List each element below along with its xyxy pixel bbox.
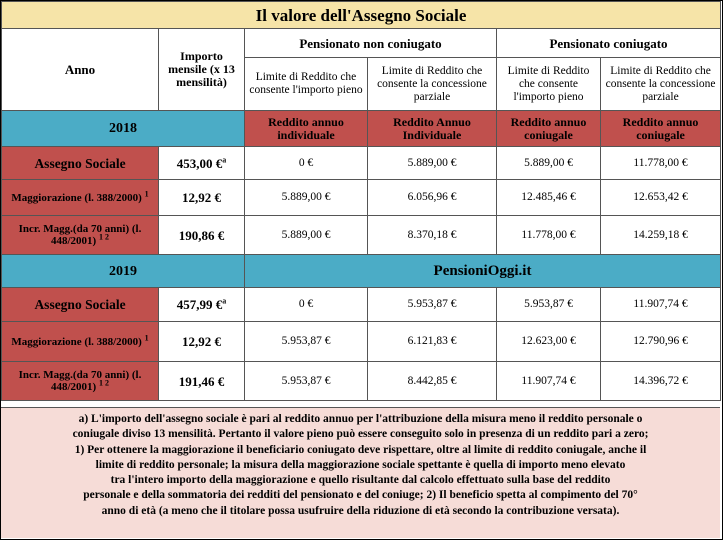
value-cell: 8.442,85 € <box>368 362 497 401</box>
page-title: Il valore dell'Assegno Sociale <box>2 2 721 29</box>
footnotes <box>1 407 720 538</box>
footnote-line: a) L'importo dell'assegno sociale è pari al reddito annuo per l'attribuzione della misura meno il reddito personale o <box>78 413 643 425</box>
year-2019: 2019 <box>2 255 245 288</box>
assegno-sociale-table <box>1 1 721 401</box>
amount: 457,99 €$^a$ <box>159 288 245 322</box>
row-label: Assegno Sociale <box>2 288 159 322</box>
subheader-4: Limite di Reddito che consente la concessione parziale <box>601 58 721 111</box>
value-cell: 8.370,18 € <box>368 216 497 255</box>
year-2018: 2018 <box>2 111 245 147</box>
footnote-line: coniugale diviso 13 mensilità. Pertanto il valore pieno può essere conseguito solo in presenza di un reddito pari a zero; <box>72 428 649 441</box>
value-cell: 6.121,83 € <box>368 322 497 362</box>
value-cell: 12.790,96 € <box>601 322 721 362</box>
footnote-line: 1) Per ottenere la maggiorazione il beneficiario coniugato deve rispettare, oltre al limite di reddito coniugale, anche il <box>74 443 647 456</box>
value-cell: 6.056,96 € <box>368 180 497 216</box>
value-cell: 5.953,87 € <box>368 288 497 322</box>
row-label: Maggiorazione (l. 388/2000) $^1$ <box>2 322 159 362</box>
value-cell: 11.907,74 € <box>601 288 721 322</box>
subheader-3: Limite di Reddito che consente l'importo pieno <box>497 58 601 111</box>
amount: 191,46 € <box>159 362 245 401</box>
value-cell: 5.889,00 € <box>368 147 497 180</box>
value-cell: 12.653,42 € <box>601 180 721 216</box>
table-row <box>2 216 721 255</box>
subheader-1: Limite di Reddito che consente l'importo pieno <box>245 58 368 111</box>
value-cell: 5.953,87 € <box>245 362 368 401</box>
value-cell: 5.889,00 € <box>497 147 601 180</box>
reddito-header-2: Reddito Annuo Individuale <box>368 111 497 147</box>
header-anno: Anno <box>2 29 159 111</box>
footnote-line: limite di reddito personale; la misura della maggiorazione sociale spettante è quella di importo meno elevato <box>95 458 626 471</box>
reddito-header-3: Reddito annuo coniugale <box>497 111 601 147</box>
table-row <box>2 180 721 216</box>
value-cell: 5.953,87 € <box>245 322 368 362</box>
header-importo: Importo mensile (x 13 mensilità) <box>159 29 245 111</box>
value-cell: 11.907,74 € <box>497 362 601 401</box>
row-label: Incr. Magg.(da 70 anni) (l. 448/2001) $^{1 2}$ <box>2 362 159 401</box>
reddito-header-4: Reddito annuo coniugale <box>601 111 721 147</box>
value-cell: 14.396,72 € <box>601 362 721 401</box>
brand-banner: PensioniOggi.it <box>245 255 721 288</box>
value-cell: 14.259,18 € <box>601 216 721 255</box>
reddito-header-1: Reddito annuo individuale <box>245 111 368 147</box>
value-cell: 0 € <box>245 147 368 180</box>
footnote-line: tra l'intero importo della maggiorazione e quello risultante dal calcolo effettuato sulla base del reddito <box>110 474 611 487</box>
header-non-coniugato: Pensionato non coniugato <box>245 29 497 58</box>
value-cell: 5.953,87 € <box>497 288 601 322</box>
amount: 12,92 € <box>159 322 245 362</box>
value-cell: 5.889,00 € <box>245 216 368 255</box>
table-row <box>2 147 721 180</box>
subheader-2: Limite di Reddito che consente la concessione parziale <box>368 58 497 111</box>
table-row <box>2 322 721 362</box>
amount: 453,00 €$^a$ <box>159 147 245 180</box>
value-cell: 0 € <box>245 288 368 322</box>
table-row <box>2 362 721 401</box>
row-label: Assegno Sociale <box>2 147 159 180</box>
amount: 190,86 € <box>159 216 245 255</box>
amount: 12,92 € <box>159 180 245 216</box>
value-cell: 12.623,00 € <box>497 322 601 362</box>
row-label: Incr. Magg.(da 70 anni) (l. 448/2001) $^{1 2}$ <box>2 216 159 255</box>
header-coniugato: Pensionato coniugato <box>497 29 721 58</box>
value-cell: 11.778,00 € <box>497 216 601 255</box>
footnote-line: anno di età (a meno che il titolare possa usufruire della riduzione di età secondo la contribuzione versata). <box>101 504 620 517</box>
row-label: Maggiorazione (l. 388/2000) $^1$ <box>2 180 159 216</box>
value-cell: 5.889,00 € <box>245 180 368 216</box>
value-cell: 11.778,00 € <box>601 147 721 180</box>
footnote-line: personale e della sommatoria dei redditi del pensionato e del coniuge; 2) Il beneficio spetta al compimento del 70° <box>83 489 638 502</box>
value-cell: 12.485,46 € <box>497 180 601 216</box>
table-row <box>2 288 721 322</box>
